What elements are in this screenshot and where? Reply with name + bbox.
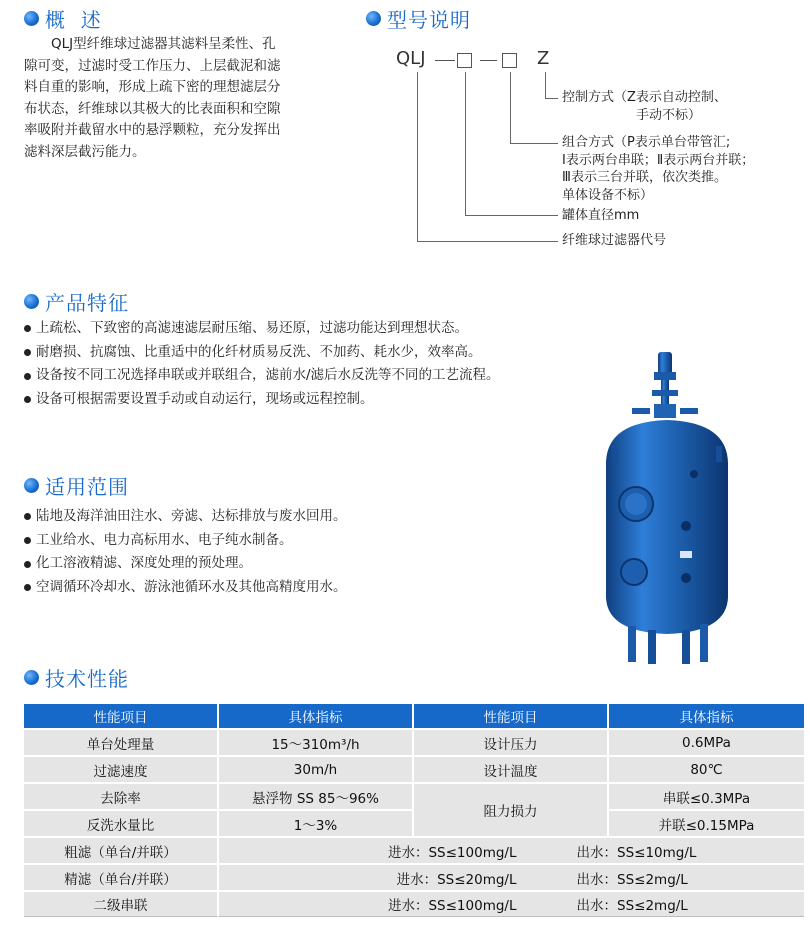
table-header-row — [24, 704, 804, 728]
table-cell: 80℃ — [609, 757, 804, 782]
table-cell: 15～310m³/h — [219, 730, 414, 755]
overview-line: QLJ型纤维球过滤器其滤料呈柔性、孔 — [24, 36, 276, 52]
bullet-icon — [24, 396, 31, 403]
list-item: 空调循环冷却水、游泳池循环水及其他高精度用水。 — [24, 576, 347, 600]
heading-bullet-icon — [24, 670, 39, 685]
leader-line — [417, 241, 558, 242]
overview-line: 滤料深层截污能力。 — [24, 143, 146, 160]
table-cell: 过滤速度 — [24, 757, 219, 782]
table-header: 具体指标 — [219, 704, 414, 728]
list-item: 化工溶液精滤、深度处理的预处理。 — [24, 552, 347, 576]
heading-bullet-icon — [24, 478, 39, 493]
specs-heading — [24, 664, 129, 690]
table-cell: 设计压力 — [414, 730, 609, 755]
overview-line: 料自重的影响，形成上疏下密的理想滤层分 — [24, 79, 281, 95]
code-name-description: 纤维球过滤器代号 — [562, 233, 667, 248]
diameter-description: 罐体直径mm — [562, 208, 640, 223]
model-code-prefix: QLJ — [396, 48, 426, 69]
list-item: 陆地及海洋油田注水、旁滤、达标排放与废水回用。 — [24, 505, 347, 529]
table-cell: 悬浮物 SS 85～96% — [219, 784, 414, 809]
applications-list — [24, 505, 347, 600]
table-cell: 1～3% — [219, 811, 414, 836]
heading-bullet-icon — [24, 294, 39, 309]
table-cell: 串联≤0.3MPa — [609, 784, 804, 809]
bullet-icon — [24, 349, 31, 356]
table-cell: 粗滤（单台/并联） — [24, 838, 219, 863]
table-cell: 30m/h — [219, 757, 414, 782]
leader-line — [545, 98, 558, 99]
code-dash — [435, 60, 455, 61]
table-cell: 精滤（单台/并联） — [24, 865, 219, 890]
leader-line — [510, 143, 558, 144]
table-row — [24, 757, 804, 782]
features-title: 产品特征 — [45, 290, 129, 315]
specs-table — [24, 702, 804, 919]
inlet-value: 进水：SS≤100mg/L — [387, 844, 517, 861]
table-cell: 二级串联 — [24, 892, 219, 917]
bullet-icon — [24, 325, 31, 332]
features-list — [24, 317, 500, 412]
heading-bullet-icon — [24, 11, 39, 26]
table-cell: 设计温度 — [414, 757, 609, 782]
table-cell: 反洗水量比 — [24, 811, 219, 836]
combination-placeholder-box — [502, 53, 517, 68]
bullet-icon — [24, 561, 31, 568]
table-row — [24, 865, 804, 890]
table-row — [24, 838, 804, 863]
bullet-icon — [24, 537, 31, 544]
leader-line — [465, 215, 558, 216]
overview-line: 布状态，纤维球以其极大的比表面积和空隙 — [24, 100, 281, 117]
table-row — [24, 784, 804, 809]
control-description: 控制方式（Z表示自动控制、 手动不标） — [562, 90, 727, 123]
table-cell-wide — [219, 865, 804, 890]
model-code-suffix: Z — [537, 48, 550, 69]
list-item: 设备可根据需要设置手动或自动运行，现场或远程控制。 — [24, 388, 500, 412]
leader-line — [465, 72, 466, 216]
table-cell: 0.6MPa — [609, 730, 804, 755]
features-heading — [24, 288, 129, 314]
table-row — [24, 892, 804, 917]
list-item: 设备按不同工况选择串联或并联组合，滤前水/滤后水反洗等不同的工艺流程。 — [24, 364, 500, 388]
table-cell-wide — [219, 838, 804, 863]
overview-paragraph — [24, 34, 281, 163]
inlet-value: 进水：SS≤100mg/L — [387, 898, 517, 914]
overview-line: 率吸附并截留水中的悬浮颗粒，充分发挥出 — [24, 122, 281, 138]
model-heading — [366, 5, 471, 31]
table-row — [24, 730, 804, 755]
table-cell: 并联≤0.15MPa — [609, 811, 804, 836]
table-header: 性能项目 — [414, 704, 609, 728]
diameter-placeholder-box — [457, 53, 472, 68]
table-cell-wide — [219, 892, 804, 917]
table-cell-merged: 阻力损力 — [414, 784, 609, 836]
outlet-value: 出水：SS≤2mg/L — [576, 871, 688, 888]
applications-heading — [24, 472, 129, 498]
applications-title: 适用范围 — [45, 474, 129, 499]
table-header: 性能项目 — [24, 704, 219, 728]
list-item: 耐磨损、抗腐蚀、比重适中的化纤材质易反洗、不加药、耗水少，效率高。 — [24, 341, 500, 365]
list-item: 上疏松、下致密的高滤速滤层耐压缩、易还原，过滤功能达到理想状态。 — [24, 317, 500, 341]
overview-heading — [24, 5, 102, 31]
leader-line — [545, 72, 546, 98]
filter-tank-image — [592, 346, 742, 666]
specs-title: 技术性能 — [45, 666, 129, 691]
leader-line — [417, 72, 418, 242]
outlet-value: 出水：SS≤2mg/L — [576, 898, 688, 914]
overview-line: 隙可变，过滤时受工作压力、上层截泥和滤 — [24, 57, 281, 74]
model-title: 型号说明 — [387, 7, 471, 32]
inlet-value: 进水：SS≤20mg/L — [396, 871, 517, 888]
table-cell: 单台处理量 — [24, 730, 219, 755]
bullet-icon — [24, 584, 31, 591]
overview-title: 概 述 — [45, 7, 102, 32]
leader-line — [510, 72, 511, 144]
heading-bullet-icon — [366, 11, 381, 26]
outlet-value: 出水：SS≤10mg/L — [576, 844, 697, 861]
bullet-icon — [24, 513, 31, 520]
list-item: 工业给水、电力高标用水、电子纯水制备。 — [24, 529, 347, 553]
combination-description: 组合方式（P表示单台带管汇; Ⅰ表示两台串联；Ⅱ表示两台并联； Ⅲ表示三台并联，依次类推。 单体设备不标） — [562, 135, 755, 203]
bullet-icon — [24, 373, 31, 380]
code-dash — [480, 60, 497, 61]
table-cell: 去除率 — [24, 784, 219, 809]
table-header: 具体指标 — [609, 704, 804, 728]
